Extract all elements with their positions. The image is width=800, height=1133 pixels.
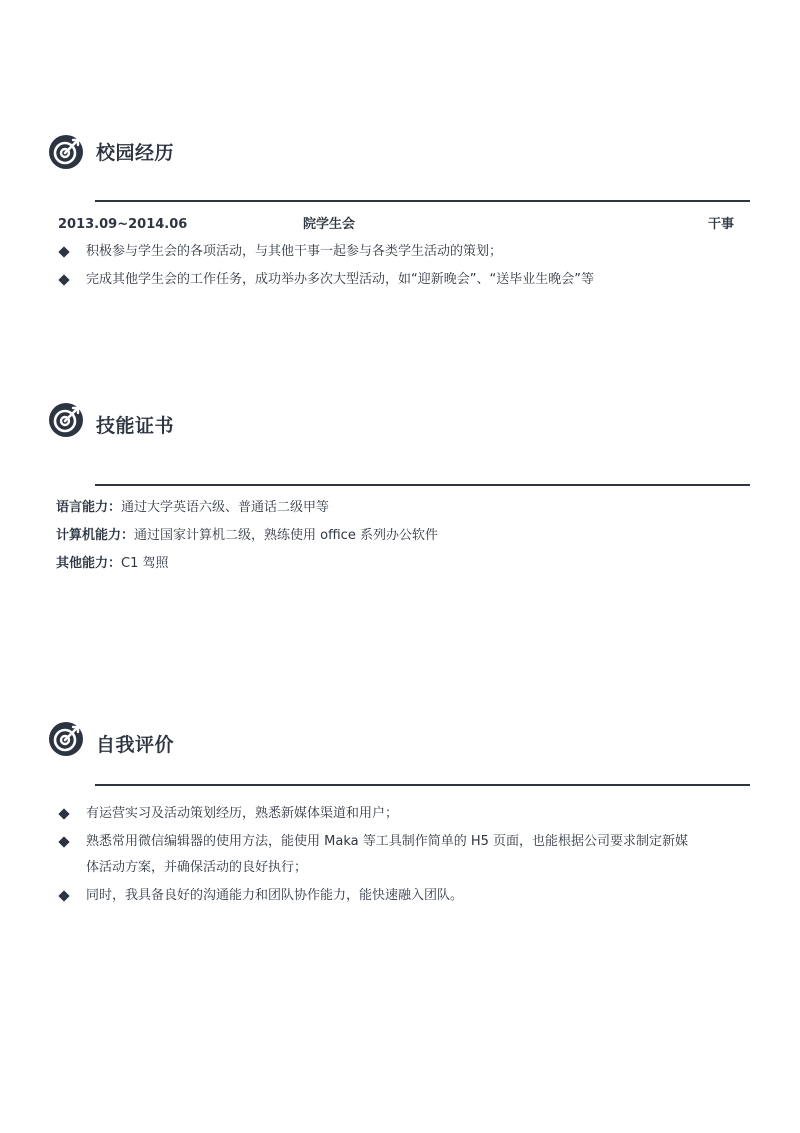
campus-period: 2013.09~2014.06 (58, 217, 188, 232)
skill-row-language (56, 499, 329, 517)
section-title-self-eval: 自我评价 (96, 734, 175, 756)
self-eval-item-continued: 体活动方案，并确保活动的良好执行； (86, 860, 308, 875)
skill-value: 通过国家计算机二级，熟练使用 office 系列办公软件 (134, 528, 438, 543)
campus-item: 完成其他学生会的工作任务，成功举办多次大型活动，如“迎新晚会”、“送毕业生晚会”等 (86, 272, 594, 287)
campus-role: 干事 (708, 217, 735, 232)
bullet-icon (58, 890, 69, 901)
skills-divider (95, 484, 750, 486)
target-icon (48, 134, 84, 170)
skill-value: 通过大学英语六级、普通话二级甲等 (121, 500, 330, 515)
skill-row-other (56, 555, 169, 573)
self-eval-item: 熟悉常用微信编辑器的使用方法，能使用 Maka 等工具制作简单的 H5 页面，也能根据公司要求制定新媒 (86, 834, 689, 849)
campus-organization: 院学生会 (303, 217, 356, 232)
campus-divider (95, 200, 750, 202)
target-icon (48, 402, 84, 438)
self-eval-item: 有运营实习及活动策划经历，熟悉新媒体渠道和用户； (86, 806, 399, 821)
section-title-skills: 技能证书 (96, 415, 175, 437)
skill-row-computer (56, 527, 438, 545)
self-eval-divider (95, 784, 750, 786)
bullet-icon (58, 274, 69, 285)
skill-label: 语言能力： (56, 500, 122, 515)
section-title-campus: 校园经历 (96, 142, 175, 164)
bullet-icon (58, 836, 69, 847)
bullet-icon (58, 808, 69, 819)
skill-label: 其他能力： (56, 556, 122, 571)
bullet-icon (58, 246, 69, 257)
skill-value: C1 驾照 (121, 556, 169, 571)
target-icon (48, 721, 84, 757)
self-eval-item: 同时，我具备良好的沟通能力和团队协作能力，能快速融入团队。 (86, 888, 464, 903)
skill-label: 计算机能力： (56, 528, 135, 543)
campus-item: 积极参与学生会的各项活动，与其他干事一起参与各类学生活动的策划； (86, 244, 503, 259)
